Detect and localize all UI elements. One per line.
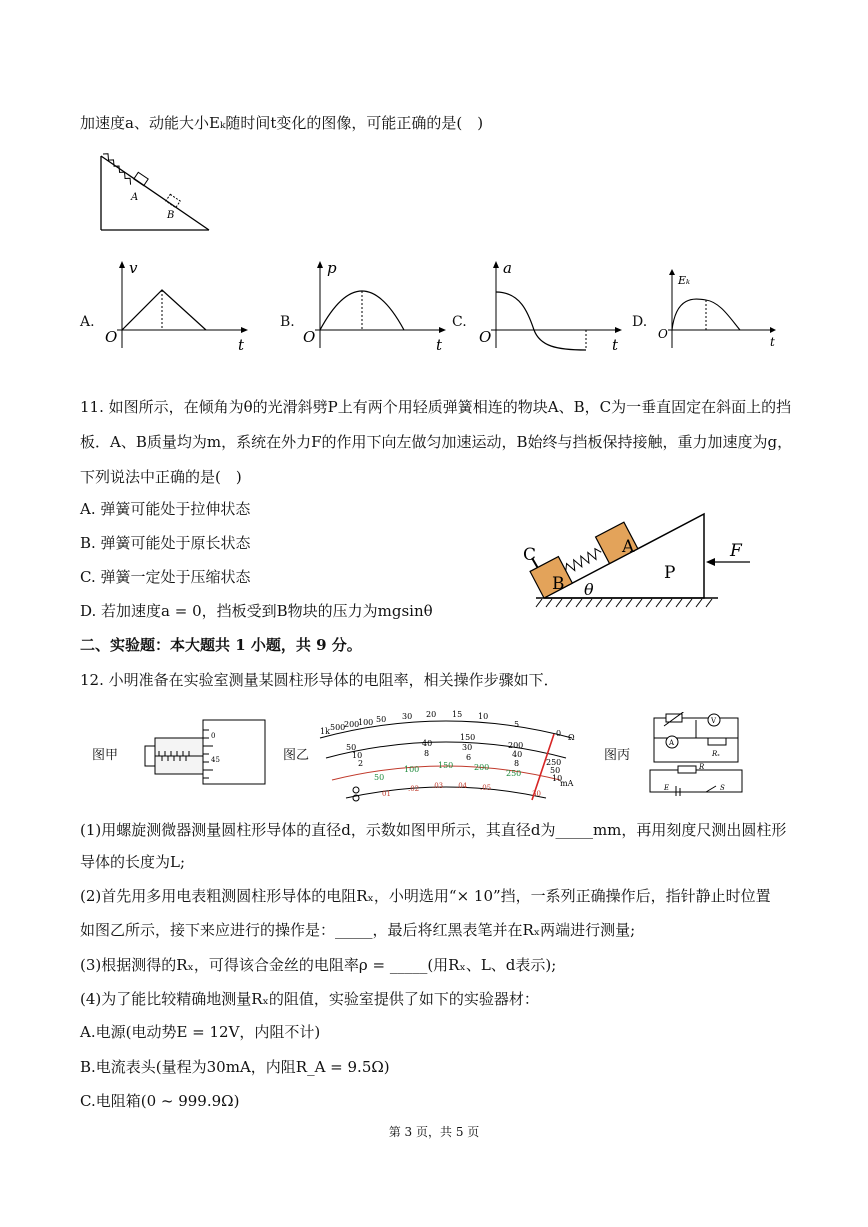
q11-choice-b[interactable]: B. 弹簧可能处于原长状态 [80, 534, 251, 552]
svg-text:.02: .02 [408, 785, 420, 793]
q11-wedge-figure [518, 508, 758, 612]
q11-stem-2: 板．A、B质量均为m，系统在外力F的作用下向左做匀加速运动，B始终与挡板保持接触，重力加速度为g， [80, 433, 793, 451]
svg-text:O: O [479, 328, 492, 346]
fig-p-label: P [664, 563, 676, 583]
option-d-label[interactable]: D. [632, 314, 648, 330]
svg-text:150: 150 [460, 733, 476, 742]
q11-stem-3: 下列说法中正确的是( ) [80, 468, 242, 486]
option-d-graph[interactable] [654, 262, 784, 354]
svg-text:a: a [503, 259, 512, 277]
svg-text:O: O [658, 327, 668, 341]
svg-text:50: 50 [374, 773, 385, 782]
svg-text:Rₓ: Rₓ [712, 750, 720, 758]
svg-text:.04: .04 [456, 782, 468, 790]
multimeter-dial [306, 710, 586, 802]
svg-text:200: 200 [344, 720, 360, 729]
svg-text:.05: .05 [480, 784, 492, 792]
svg-text:8: 8 [514, 759, 520, 768]
fig-f-label: F [730, 541, 742, 561]
svg-text:V: V [711, 717, 717, 725]
q12-item-3: (3)根据测得的Rₓ，可得该合金丝的电阻率ρ = _____(用Rₓ、L、d表示); [80, 956, 557, 974]
fig-theta-label: θ [584, 580, 594, 599]
svg-text:10: 10 [352, 751, 363, 760]
option-b-label[interactable]: B. [280, 314, 295, 330]
svg-text:50: 50 [376, 715, 387, 724]
option-a-graph[interactable] [102, 258, 252, 354]
svg-text:200: 200 [508, 741, 524, 750]
fig-bing-caption: 图丙 [604, 748, 631, 763]
svg-text:Eₖ: Eₖ [678, 274, 691, 287]
q12-equip-c: C.电阻箱(0 ~ 999.9Ω) [80, 1092, 240, 1110]
fig-c-label: C [523, 545, 537, 565]
q11-choice-a[interactable]: A. 弹簧可能处于拉伸状态 [80, 500, 251, 518]
svg-text:Ω: Ω [568, 733, 575, 742]
q12-item-1b: 导体的长度为L; [80, 853, 186, 871]
svg-text:t: t [612, 336, 619, 354]
q12-stem: 12. 小明准备在实验室测量某圆柱形导体的电阻率，相关操作步骤如下． [80, 671, 559, 689]
q12-item-1a: (1)用螺旋测微器测量圆柱形导体的直径d，示数如图甲所示，其直径d为_____mm，再用刻度尺测出圆柱形 [80, 821, 787, 839]
option-c-label[interactable]: C. [452, 314, 467, 330]
svg-text:O: O [303, 328, 316, 346]
svg-text:30: 30 [402, 712, 413, 721]
q12-item-2b: 如图乙所示，接下来应进行的操作是：_____，最后将红黑表笔并在Rₓ两端进行测量; [80, 921, 636, 939]
q11-choice-c[interactable]: C. 弹簧一定处于压缩状态 [80, 568, 251, 586]
svg-text:0: 0 [211, 732, 216, 740]
svg-text:50: 50 [550, 766, 561, 775]
svg-text:R: R [699, 763, 705, 771]
svg-text:150: 150 [438, 761, 454, 770]
svg-text:A: A [669, 739, 675, 747]
svg-text:40: 40 [512, 750, 523, 759]
svg-text:45: 45 [211, 756, 220, 764]
svg-text:30: 30 [462, 743, 473, 752]
svg-text:10: 10 [552, 774, 563, 783]
block-b-label: B [167, 210, 175, 221]
micrometer-figure [143, 716, 267, 788]
svg-text:15: 15 [452, 710, 463, 719]
block-a-label: A [131, 192, 139, 203]
page-footer: 第 3 页，共 5 页 [388, 1125, 480, 1139]
section-heading: 二、实验题：本大题共 1 小题，共 9 分。 [80, 636, 362, 654]
svg-text:50: 50 [346, 743, 357, 752]
svg-text:1k: 1k [320, 727, 330, 736]
fig-b-label: B [552, 574, 565, 594]
svg-text:O: O [105, 328, 118, 346]
svg-text:20: 20 [426, 710, 437, 719]
fig-a-label: A [622, 537, 635, 557]
q12-item-4: (4)为了能比较精确地测量Rₓ的阻值，实验室提供了如下的实验器材： [80, 990, 539, 1008]
svg-text:200: 200 [474, 763, 490, 772]
q11-stem-1: 11. 如图所示，在倾角为θ的光滑斜劈P上有两个用轻质弹簧相连的物块A、B，C为一垂直固定在斜面上的挡 [80, 398, 792, 416]
fig-jia-caption: 图甲 [92, 748, 119, 763]
circuit-diagram [646, 712, 746, 796]
svg-text:t: t [238, 336, 245, 354]
svg-text:2: 2 [358, 759, 364, 768]
q12-equip-a: A.电源(电动势E = 12V，内阻不计) [80, 1023, 321, 1041]
svg-text:0: 0 [556, 729, 562, 738]
svg-text:p: p [327, 259, 337, 277]
svg-text:10: 10 [478, 712, 489, 721]
svg-text:6: 6 [466, 753, 472, 762]
svg-text:S: S [720, 784, 725, 792]
svg-text:30: 30 [532, 790, 541, 798]
svg-text:01: 01 [382, 790, 391, 798]
svg-text:100: 100 [404, 765, 420, 774]
q10-intro: 加速度a、动能大小Eₖ随时间t变化的图像，可能正确的是( ) [80, 114, 484, 132]
q12-equip-b: B.电流表头(量程为30mA，内阻R_A = 9.5Ω) [80, 1058, 390, 1076]
svg-text:t: t [436, 336, 443, 354]
svg-text:mA: mA [560, 779, 574, 788]
svg-text:t: t [770, 335, 775, 349]
option-b-graph[interactable] [300, 258, 450, 354]
svg-text:v: v [129, 259, 138, 277]
option-c-graph[interactable] [476, 258, 626, 354]
svg-text:.03: .03 [432, 782, 444, 790]
svg-text:8: 8 [424, 749, 430, 758]
q11-choice-d[interactable]: D. 若加速度a = 0，挡板受到B物块的压力为mgsinθ [80, 602, 433, 620]
svg-text:500: 500 [330, 723, 346, 732]
incline-spring-figure [95, 150, 215, 236]
svg-text:250: 250 [546, 758, 562, 767]
svg-text:40: 40 [422, 739, 433, 748]
fig-yi-caption: 图乙 [283, 748, 310, 763]
svg-text:250: 250 [506, 769, 522, 778]
svg-text:100: 100 [358, 718, 374, 727]
svg-text:5: 5 [514, 720, 520, 729]
q12-item-2a: (2)首先用多用电表粗测圆柱形导体的电阻Rₓ，小明选用“× 10”挡，一系列正确操作后，指针静止时位置 [80, 887, 771, 905]
option-a-label[interactable]: A. [80, 314, 95, 330]
svg-text:E: E [664, 784, 670, 792]
